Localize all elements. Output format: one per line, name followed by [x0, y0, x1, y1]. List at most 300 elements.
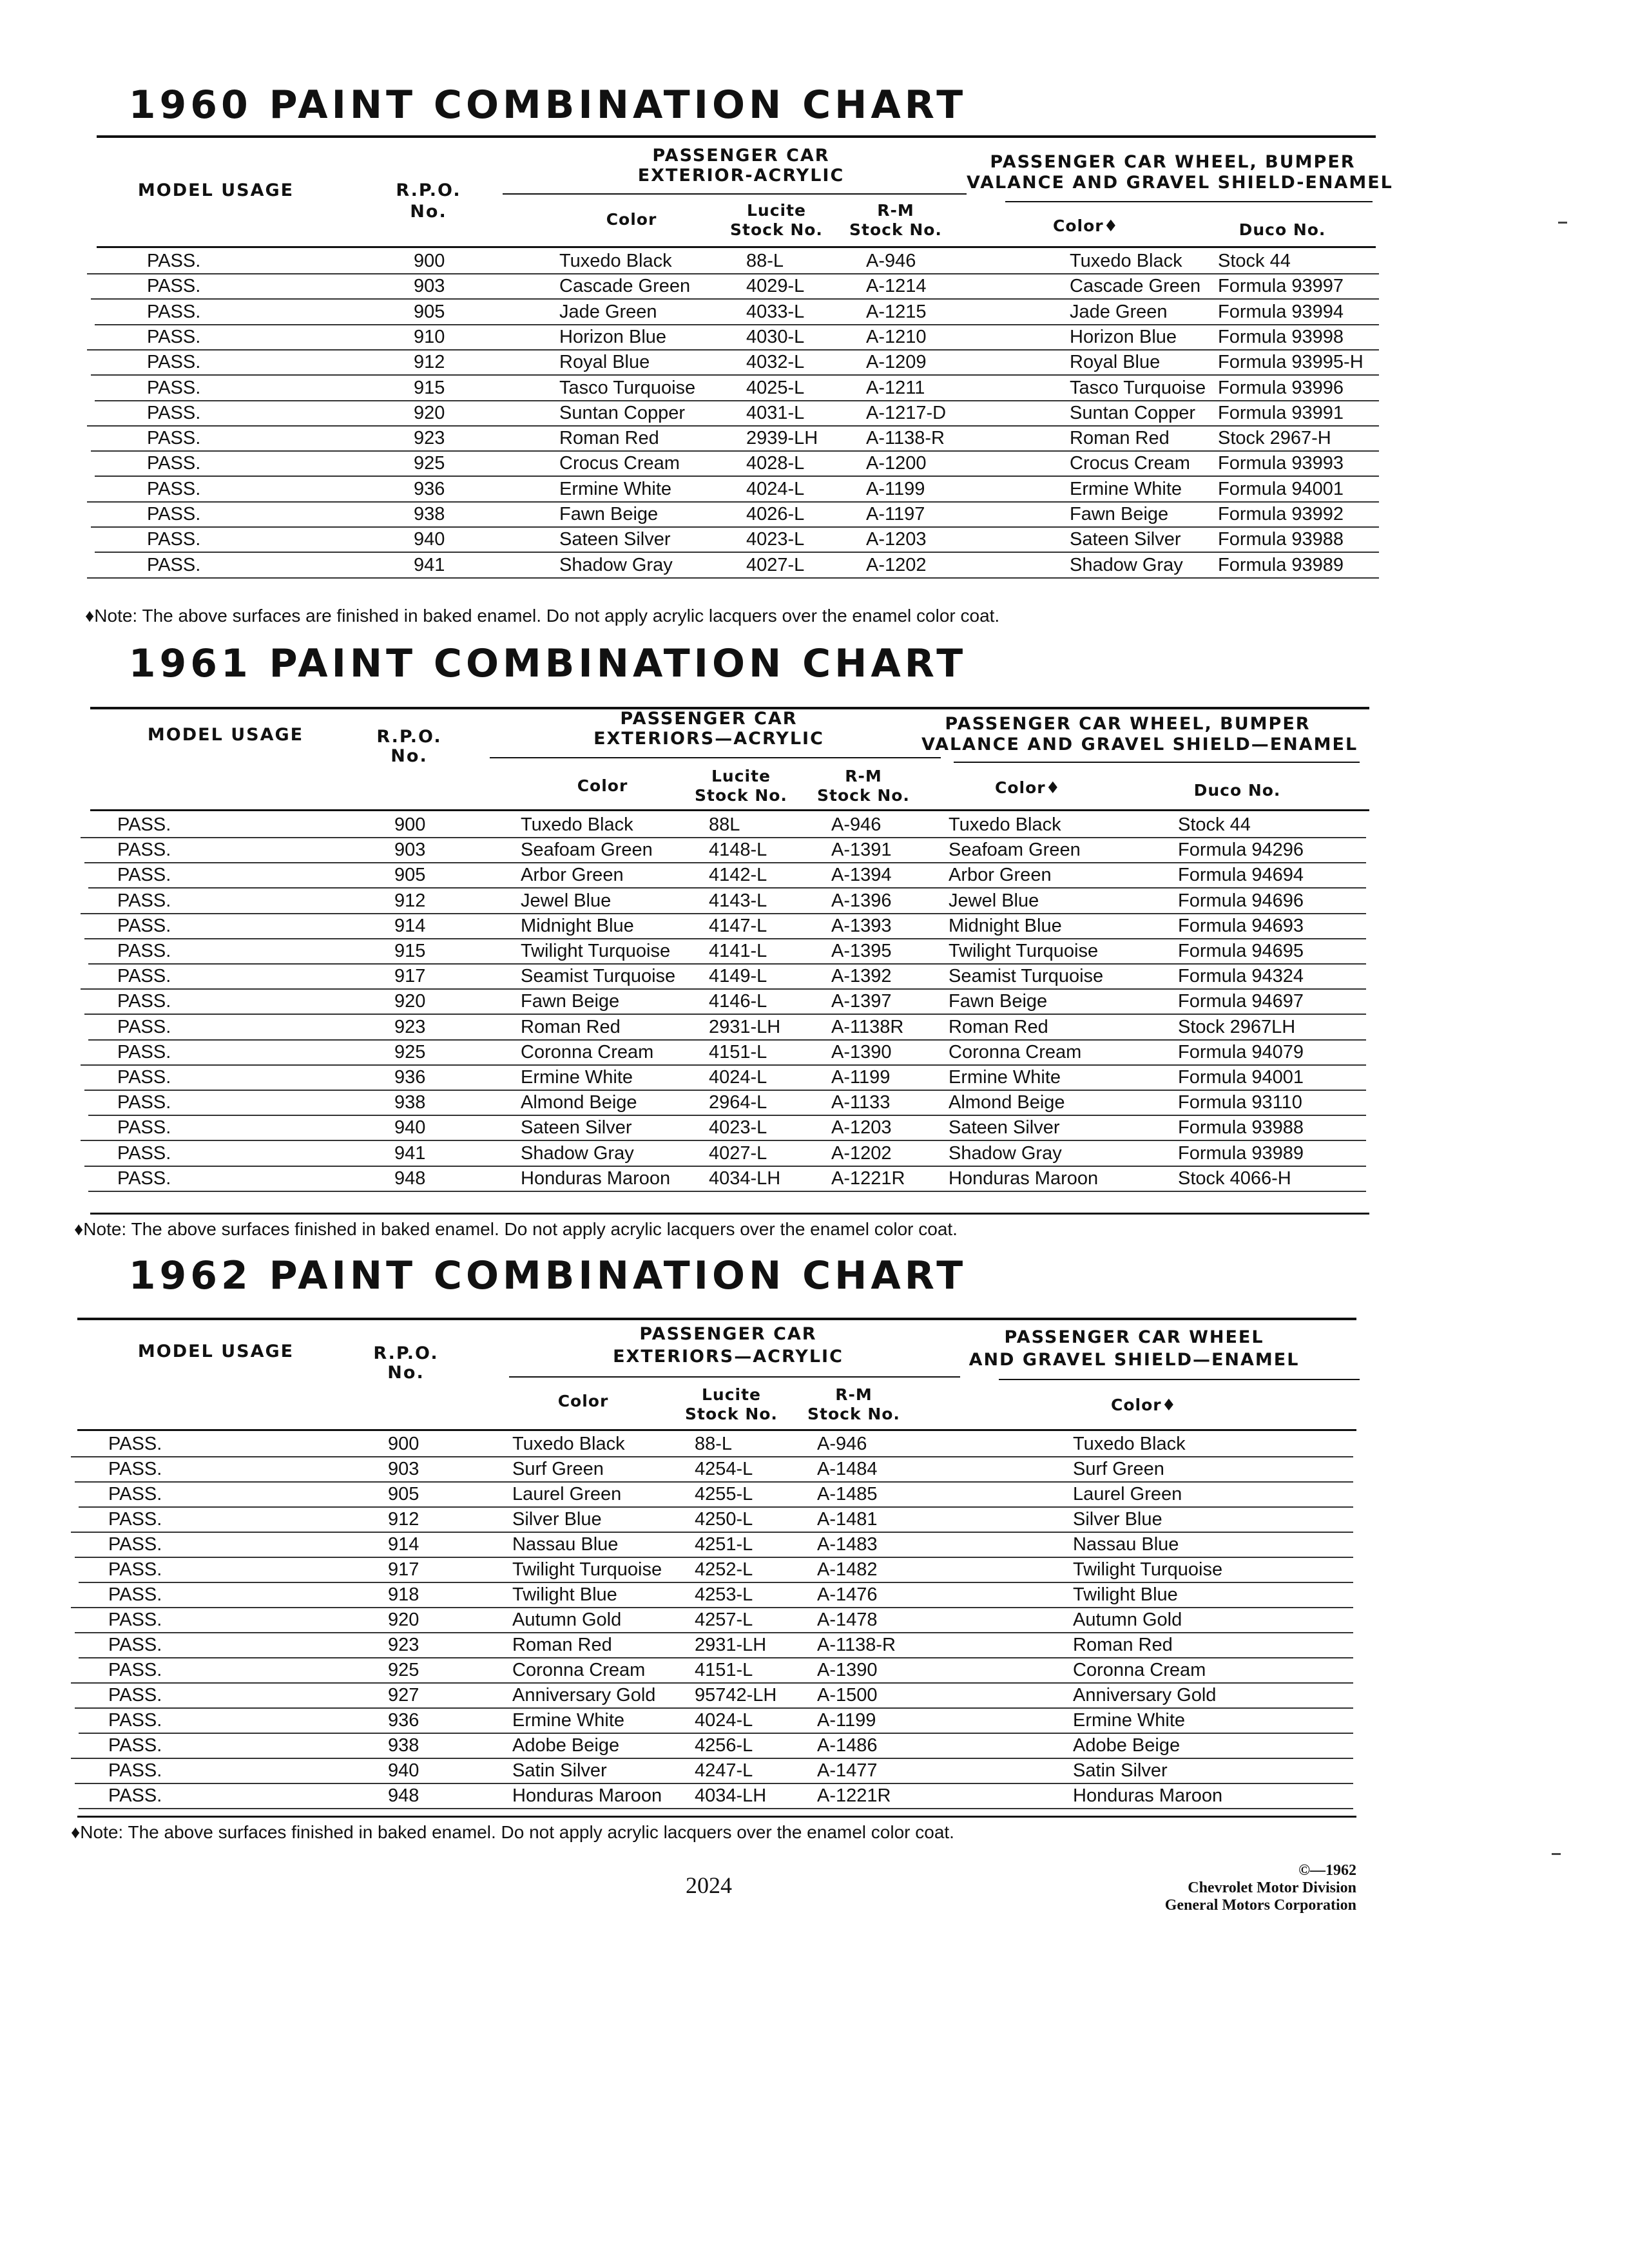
cell-wheel-color: Sateen Silver [1070, 529, 1181, 550]
table-row [0, 477, 1629, 503]
chart-title: 1962 PAINT COMBINATION CHART [128, 1253, 967, 1298]
footer-credit [1031, 1862, 1356, 1914]
table-row [0, 1608, 1629, 1633]
cell-color: Almond Beige [521, 1092, 637, 1113]
cell-model: PASS. [108, 1735, 162, 1756]
chart-title: 1960 PAINT COMBINATION CHART [128, 82, 967, 128]
header-bottom-rule [90, 809, 1369, 811]
division: Chevrolet Motor Division [1188, 1879, 1356, 1896]
cell-duco: Formula 93995-H [1218, 352, 1364, 373]
table-row [0, 1784, 1629, 1809]
cell-color: Crocus Cream [559, 453, 680, 474]
cell-rm: A-946 [866, 251, 916, 271]
header-wheel-group-2: VALANCE AND GRAVEL SHIELD-ENAMEL [967, 173, 1393, 193]
cell-rm: A-1484 [817, 1459, 878, 1479]
cell-rm: A-1393 [831, 915, 892, 936]
cell-color: Laurel Green [512, 1484, 622, 1504]
cell-model: PASS. [108, 1760, 162, 1781]
cell-lucite: 4254-L [695, 1459, 753, 1479]
cell-wheel-color: Coronna Cream [949, 1041, 1082, 1062]
cell-rm: A-1221R [817, 1785, 891, 1806]
cell-wheel-color: Ermine White [949, 1067, 1061, 1088]
table-row [0, 376, 1629, 401]
header-wheel-color: Color♦ [1110, 1396, 1177, 1414]
cell-color: Twilight Blue [512, 1584, 617, 1605]
cell-lucite: 4023-L [709, 1117, 767, 1139]
cell-lucite: 88L [709, 814, 740, 835]
cell-lucite: 4142-L [709, 865, 767, 886]
cell-rpo: 925 [394, 1041, 426, 1062]
cell-rpo: 927 [388, 1685, 419, 1706]
cell-lucite: 4148-L [709, 840, 767, 861]
corporation: General Motors Corporation [1164, 1897, 1356, 1914]
cell-rpo: 923 [388, 1635, 419, 1655]
cell-rm: A-1486 [817, 1735, 878, 1756]
cell-model: PASS. [147, 377, 201, 398]
header-rm-2: Stock No. [807, 1405, 900, 1423]
cell-wheel-color: Twilight Blue [1073, 1584, 1178, 1605]
cell-lucite: 4257-L [695, 1610, 753, 1630]
cell-wheel-color: Silver Blue [1073, 1509, 1162, 1530]
header-exterior-group: PASSENGER CAR [652, 146, 830, 166]
cell-color: Coronna Cream [512, 1660, 646, 1680]
cell-color: Sateen Silver [521, 1117, 632, 1139]
header-model-usage: MODEL USAGE [137, 180, 294, 200]
cell-color: Cascade Green [559, 276, 691, 297]
cell-rpo: 936 [394, 1067, 426, 1088]
cell-rm: A-1138R [831, 1016, 904, 1037]
cell-wheel-color: Fawn Beige [1070, 504, 1169, 524]
cell-color: Shadow Gray [521, 1142, 634, 1164]
wheel-group-rule [954, 762, 1360, 763]
cell-wheel-color: Shadow Gray [949, 1142, 1062, 1164]
cell-rm: A-1390 [831, 1041, 892, 1062]
header-exterior-group: PASSENGER CAR [639, 1324, 817, 1344]
cell-rm: A-1210 [866, 326, 927, 347]
cell-wheel-color: Royal Blue [1070, 352, 1161, 373]
cell-rpo: 903 [388, 1459, 419, 1479]
cell-model: PASS. [108, 1509, 162, 1530]
header-duco: Duco No. [1239, 220, 1326, 239]
cell-lucite: 4024-L [746, 478, 805, 499]
cell-color: Jade Green [559, 301, 657, 322]
header-exterior-group: PASSENGER CAR [620, 709, 798, 729]
cell-duco: Stock 44 [1218, 251, 1291, 271]
cell-model: PASS. [108, 1635, 162, 1655]
cell-lucite: 4252-L [695, 1559, 753, 1580]
cell-model: PASS. [117, 941, 171, 961]
cell-wheel-color: Ermine White [1070, 478, 1182, 499]
cell-lucite: 4028-L [746, 453, 805, 474]
cell-rpo: 920 [394, 991, 426, 1012]
header-lucite: Lucite [746, 201, 807, 220]
exterior-group-rule [503, 193, 967, 195]
header-lucite: Lucite [711, 767, 771, 785]
cell-model: PASS. [117, 966, 171, 987]
cell-rm: A-1217-D [866, 402, 947, 423]
cell-rpo: 936 [388, 1710, 419, 1731]
cell-wheel-color: Shadow Gray [1070, 554, 1183, 575]
cell-color: Anniversary Gold [512, 1685, 656, 1706]
cell-rpo: 914 [388, 1534, 419, 1555]
cell-model: PASS. [117, 814, 171, 835]
row-rule [88, 1191, 1366, 1192]
table-row [0, 503, 1629, 528]
cell-rpo: 920 [388, 1610, 419, 1630]
cell-model: PASS. [117, 991, 171, 1012]
cell-duco: Formula 93997 [1218, 276, 1344, 297]
cell-lucite: 4030-L [746, 326, 805, 347]
table-row [0, 1015, 1629, 1041]
header-rpo: R.P.O. [373, 1343, 439, 1363]
cell-rpo: 940 [388, 1760, 419, 1781]
cell-rm: A-1215 [866, 301, 927, 322]
cell-rm: A-1476 [817, 1584, 878, 1605]
table-row [0, 528, 1629, 553]
header-color: Color [557, 1392, 609, 1410]
cell-color: Coronna Cream [521, 1041, 654, 1062]
cell-rm: A-1392 [831, 966, 892, 987]
cell-lucite: 2939-LH [746, 428, 818, 449]
cell-rm: A-1133 [831, 1092, 891, 1113]
cell-model: PASS. [117, 1092, 171, 1113]
cell-model: PASS. [108, 1434, 162, 1454]
table-row [0, 249, 1629, 274]
cell-wheel-color: Honduras Maroon [949, 1168, 1099, 1189]
cell-lucite: 4147-L [709, 915, 767, 936]
exterior-group-rule [490, 757, 941, 758]
header-rm: R-M [845, 767, 882, 785]
cell-model: PASS. [108, 1584, 162, 1605]
cell-color: Arbor Green [521, 865, 624, 886]
cell-rpo: 905 [414, 301, 445, 322]
cell-wheel-color: Satin Silver [1073, 1760, 1168, 1781]
cell-lucite: 2931-LH [709, 1016, 781, 1037]
cell-wheel-color: Jewel Blue [949, 890, 1039, 911]
cell-color: Tuxedo Black [559, 251, 672, 271]
cell-wheel-color: Tuxedo Black [1073, 1434, 1186, 1454]
cell-wheel-color: Tuxedo Black [1070, 251, 1182, 271]
header-exterior-group-2: EXTERIORS—ACRYLIC [613, 1347, 843, 1367]
table-row [0, 274, 1629, 300]
cell-lucite: 4141-L [709, 941, 767, 961]
cell-lucite: 4149-L [709, 966, 767, 987]
cell-model: PASS. [147, 326, 201, 347]
cell-wheel-color: Tuxedo Black [949, 814, 1061, 835]
table-row [0, 965, 1629, 990]
cell-rm: A-1478 [817, 1610, 878, 1630]
header-rm: R-M [877, 201, 914, 220]
cell-model: PASS. [117, 1016, 171, 1037]
cell-wheel-color: Coronna Cream [1073, 1660, 1206, 1680]
cell-duco: Formula 93989 [1218, 554, 1344, 575]
cell-model: PASS. [108, 1484, 162, 1504]
cell-rm: A-1199 [831, 1067, 891, 1088]
cell-model: PASS. [147, 276, 201, 297]
wheel-group-rule [999, 1379, 1360, 1380]
cell-rpo: 917 [394, 966, 426, 987]
cell-rpo: 903 [394, 840, 426, 861]
cell-rpo: 912 [388, 1509, 419, 1530]
cell-model: PASS. [147, 453, 201, 474]
cell-color: Jewel Blue [521, 890, 612, 911]
cell-wheel-color: Seamist Turquoise [949, 966, 1104, 987]
exterior-group-rule [509, 1376, 960, 1378]
cell-lucite: 2964-L [709, 1092, 767, 1113]
cell-rm: A-1500 [817, 1685, 878, 1706]
cell-color: Tuxedo Black [512, 1434, 625, 1454]
cell-rpo: 940 [394, 1117, 426, 1139]
cell-lucite: 4151-L [709, 1041, 767, 1062]
cell-color: Roman Red [521, 1016, 621, 1037]
cell-model: PASS. [147, 352, 201, 373]
cell-wheel-color: Roman Red [949, 1016, 1048, 1037]
cell-rm: A-1221R [831, 1168, 905, 1189]
cell-color: Suntan Copper [559, 402, 686, 423]
cell-model: PASS. [108, 1685, 162, 1706]
cell-rpo: 938 [394, 1092, 426, 1113]
cell-color: Nassau Blue [512, 1534, 619, 1555]
header-lucite-2: Stock No. [685, 1405, 778, 1423]
cell-model: PASS. [108, 1610, 162, 1630]
cell-duco: Formula 93110 [1178, 1092, 1302, 1113]
header-wheel-group-2: VALANCE AND GRAVEL SHIELD—ENAMEL [921, 735, 1358, 754]
cell-color: Seafoam Green [521, 840, 653, 861]
cell-lucite: 4250-L [695, 1509, 753, 1530]
header-rpo-no: No. [390, 746, 428, 766]
cell-wheel-color: Arbor Green [949, 865, 1052, 886]
cell-rm: A-1202 [866, 554, 927, 575]
cell-model: PASS. [108, 1710, 162, 1731]
chart-title: 1961 PAINT COMBINATION CHART [128, 641, 967, 686]
table-row [0, 1432, 1629, 1457]
header-model-usage: MODEL USAGE [137, 1341, 294, 1361]
table-row [0, 939, 1629, 965]
cell-model: PASS. [147, 402, 201, 423]
cell-wheel-color: Roman Red [1073, 1635, 1173, 1655]
cell-wheel-color: Sateen Silver [949, 1117, 1060, 1139]
cell-lucite: 4251-L [695, 1534, 753, 1555]
cell-rm: A-1391 [831, 840, 892, 861]
cell-lucite: 4027-L [709, 1142, 767, 1164]
cell-duco: Stock 2967LH [1178, 1016, 1296, 1037]
cell-model: PASS. [108, 1785, 162, 1806]
cell-color: Royal Blue [559, 352, 650, 373]
header-color: Color [606, 210, 657, 229]
cell-model: PASS. [117, 890, 171, 911]
cell-model: PASS. [147, 554, 201, 575]
cell-lucite: 4024-L [709, 1067, 767, 1088]
header-lucite-2: Stock No. [695, 786, 787, 805]
cell-color: Roman Red [512, 1635, 612, 1655]
cell-lucite: 4253-L [695, 1584, 753, 1605]
cell-wheel-color: Twilight Turquoise [1073, 1559, 1223, 1580]
copyright: ©—1962 [1298, 1862, 1356, 1879]
header-rpo-no: No. [387, 1363, 425, 1383]
page-number: 2024 [686, 1872, 732, 1898]
table-row [0, 1483, 1629, 1508]
table-bottom-rule [90, 1213, 1369, 1215]
cell-rm: A-1396 [831, 890, 892, 911]
cell-wheel-color: Horizon Blue [1070, 326, 1177, 347]
table-row [0, 838, 1629, 863]
cell-rm: A-1200 [866, 453, 927, 474]
cell-rpo: 912 [394, 890, 426, 911]
header-wheel-group: PASSENGER CAR WHEEL, BUMPER [945, 714, 1311, 734]
cell-duco: Stock 2967-H [1218, 428, 1331, 449]
cell-wheel-color: Adobe Beige [1073, 1735, 1181, 1756]
cell-rm: A-946 [817, 1434, 867, 1454]
cell-lucite: 4029-L [746, 276, 805, 297]
footnote: ♦Note: The above surfaces finished in baked enamel. Do not apply acrylic lacquers over the enamel color coat. [71, 1822, 954, 1842]
table-row [0, 1457, 1629, 1483]
cell-rpo: 920 [414, 402, 445, 423]
cell-model: PASS. [147, 529, 201, 550]
cell-duco: Formula 93988 [1178, 1117, 1304, 1139]
row-rule [87, 577, 1379, 579]
cell-wheel-color: Tasco Turquoise [1070, 377, 1206, 398]
cell-color: Fawn Beige [521, 991, 620, 1012]
header-wheel-group: PASSENGER CAR WHEEL [1004, 1327, 1264, 1347]
top-rule [77, 1318, 1356, 1320]
row-rule [79, 1808, 1353, 1809]
cell-lucite: 4034-LH [695, 1785, 767, 1806]
table-row [0, 1041, 1629, 1066]
cell-color: Seamist Turquoise [521, 966, 676, 987]
cell-rpo: 900 [414, 251, 445, 271]
cell-rpo: 915 [394, 941, 426, 961]
cell-rpo: 936 [414, 478, 445, 499]
cell-rpo: 923 [414, 428, 445, 449]
cell-lucite: 4024-L [695, 1710, 753, 1731]
cell-rm: A-1395 [831, 941, 892, 961]
cell-rm: A-1202 [831, 1142, 892, 1164]
cell-lucite: 4026-L [746, 504, 805, 524]
cell-rpo: 900 [394, 814, 426, 835]
cell-model: PASS. [117, 1041, 171, 1062]
cell-wheel-color: Twilight Turquoise [949, 941, 1099, 961]
cell-color: Fawn Beige [559, 504, 659, 524]
cell-duco: Formula 93992 [1218, 504, 1344, 524]
cell-rpo: 903 [414, 276, 445, 297]
cell-lucite: 4151-L [695, 1660, 753, 1680]
top-rule [97, 135, 1376, 138]
table-row [0, 1116, 1629, 1141]
header-rm: R-M [835, 1385, 872, 1404]
cell-duco: Formula 93989 [1178, 1142, 1304, 1164]
table-row [0, 1709, 1629, 1734]
cell-rpo: 925 [388, 1660, 419, 1680]
table-row [0, 1167, 1629, 1192]
table-row [0, 914, 1629, 939]
cell-rpo: 912 [414, 352, 445, 373]
header-model-usage: MODEL USAGE [147, 725, 304, 745]
header-wheel-color: Color♦ [1052, 216, 1119, 235]
table-row [0, 1759, 1629, 1784]
cell-duco: Stock 44 [1178, 814, 1251, 835]
cell-duco: Formula 94324 [1178, 966, 1304, 987]
cell-color: Twilight Turquoise [512, 1559, 662, 1580]
cell-rm: A-1209 [866, 352, 927, 373]
header-lucite-2: Stock No. [730, 220, 823, 239]
cell-duco: Formula 93993 [1218, 453, 1344, 474]
header-exterior-group-2: EXTERIORS—ACRYLIC [593, 729, 824, 749]
cell-rpo: 925 [414, 453, 445, 474]
cell-wheel-color: Ermine White [1073, 1710, 1186, 1731]
table-row [0, 427, 1629, 452]
table-row [0, 1633, 1629, 1658]
cell-lucite: 88-L [695, 1434, 733, 1454]
cell-color: Tuxedo Black [521, 814, 633, 835]
cell-model: PASS. [108, 1660, 162, 1680]
cell-lucite: 4025-L [746, 377, 805, 398]
cell-rm: A-1203 [866, 529, 927, 550]
cell-color: Ermine White [521, 1067, 633, 1088]
cell-color: Ermine White [512, 1710, 625, 1731]
cell-model: PASS. [117, 865, 171, 886]
cell-color: Satin Silver [512, 1760, 607, 1781]
table-row [0, 1684, 1629, 1709]
cell-rm: A-1211 [866, 377, 925, 398]
cell-duco: Formula 94696 [1178, 890, 1304, 911]
cell-duco: Formula 93988 [1218, 529, 1344, 550]
cell-rpo: 905 [394, 865, 426, 886]
table-row [0, 1142, 1629, 1167]
cell-lucite: 4031-L [746, 402, 805, 423]
cell-model: PASS. [147, 251, 201, 271]
cell-color: Honduras Maroon [512, 1785, 662, 1806]
cell-lucite: 4034-LH [709, 1168, 781, 1189]
cell-color: Ermine White [559, 478, 672, 499]
cell-color: Twilight Turquoise [521, 941, 671, 961]
cell-wheel-color: Suntan Copper [1070, 402, 1196, 423]
cell-wheel-color: Fawn Beige [949, 991, 1048, 1012]
header-lucite: Lucite [701, 1385, 762, 1404]
cell-rpo: 905 [388, 1484, 419, 1504]
cell-duco: Formula 93994 [1218, 301, 1344, 322]
header-wheel-group: PASSENGER CAR WHEEL, BUMPER [990, 152, 1356, 172]
cell-rpo: 914 [394, 915, 426, 936]
cell-lucite: 4255-L [695, 1484, 753, 1504]
cell-rm: A-1390 [817, 1660, 878, 1680]
cell-lucite: 4027-L [746, 554, 805, 575]
cell-rm: A-1482 [817, 1559, 878, 1580]
cell-color: Honduras Maroon [521, 1168, 671, 1189]
cell-color: Surf Green [512, 1459, 604, 1479]
cell-model: PASS. [117, 1067, 171, 1088]
header-rm-2: Stock No. [849, 220, 942, 239]
cell-rm: A-1199 [817, 1710, 876, 1731]
table-row [0, 351, 1629, 376]
cell-duco: Formula 93996 [1218, 377, 1344, 398]
cell-rpo: 938 [414, 504, 445, 524]
table-row [0, 1558, 1629, 1583]
header-rm-2: Stock No. [817, 786, 910, 805]
cell-rpo: 918 [388, 1584, 419, 1605]
cell-wheel-color: Midnight Blue [949, 915, 1062, 936]
cell-wheel-color: Crocus Cream [1070, 453, 1190, 474]
cell-model: PASS. [117, 840, 171, 861]
cell-rm: A-1203 [831, 1117, 892, 1139]
header-rpo: R.P.O. [396, 180, 461, 200]
footnote: ♦Note: The above surfaces are finished in baked enamel. Do not apply acrylic lacquers over the enamel color coat. [85, 606, 1000, 626]
cell-rpo: 923 [394, 1016, 426, 1037]
header-rpo-no: No. [410, 202, 447, 222]
header-wheel-color: Color♦ [994, 778, 1061, 797]
cell-wheel-color: Laurel Green [1073, 1484, 1182, 1504]
cell-rm: A-1138-R [866, 428, 945, 449]
cell-model: PASS. [147, 504, 201, 524]
